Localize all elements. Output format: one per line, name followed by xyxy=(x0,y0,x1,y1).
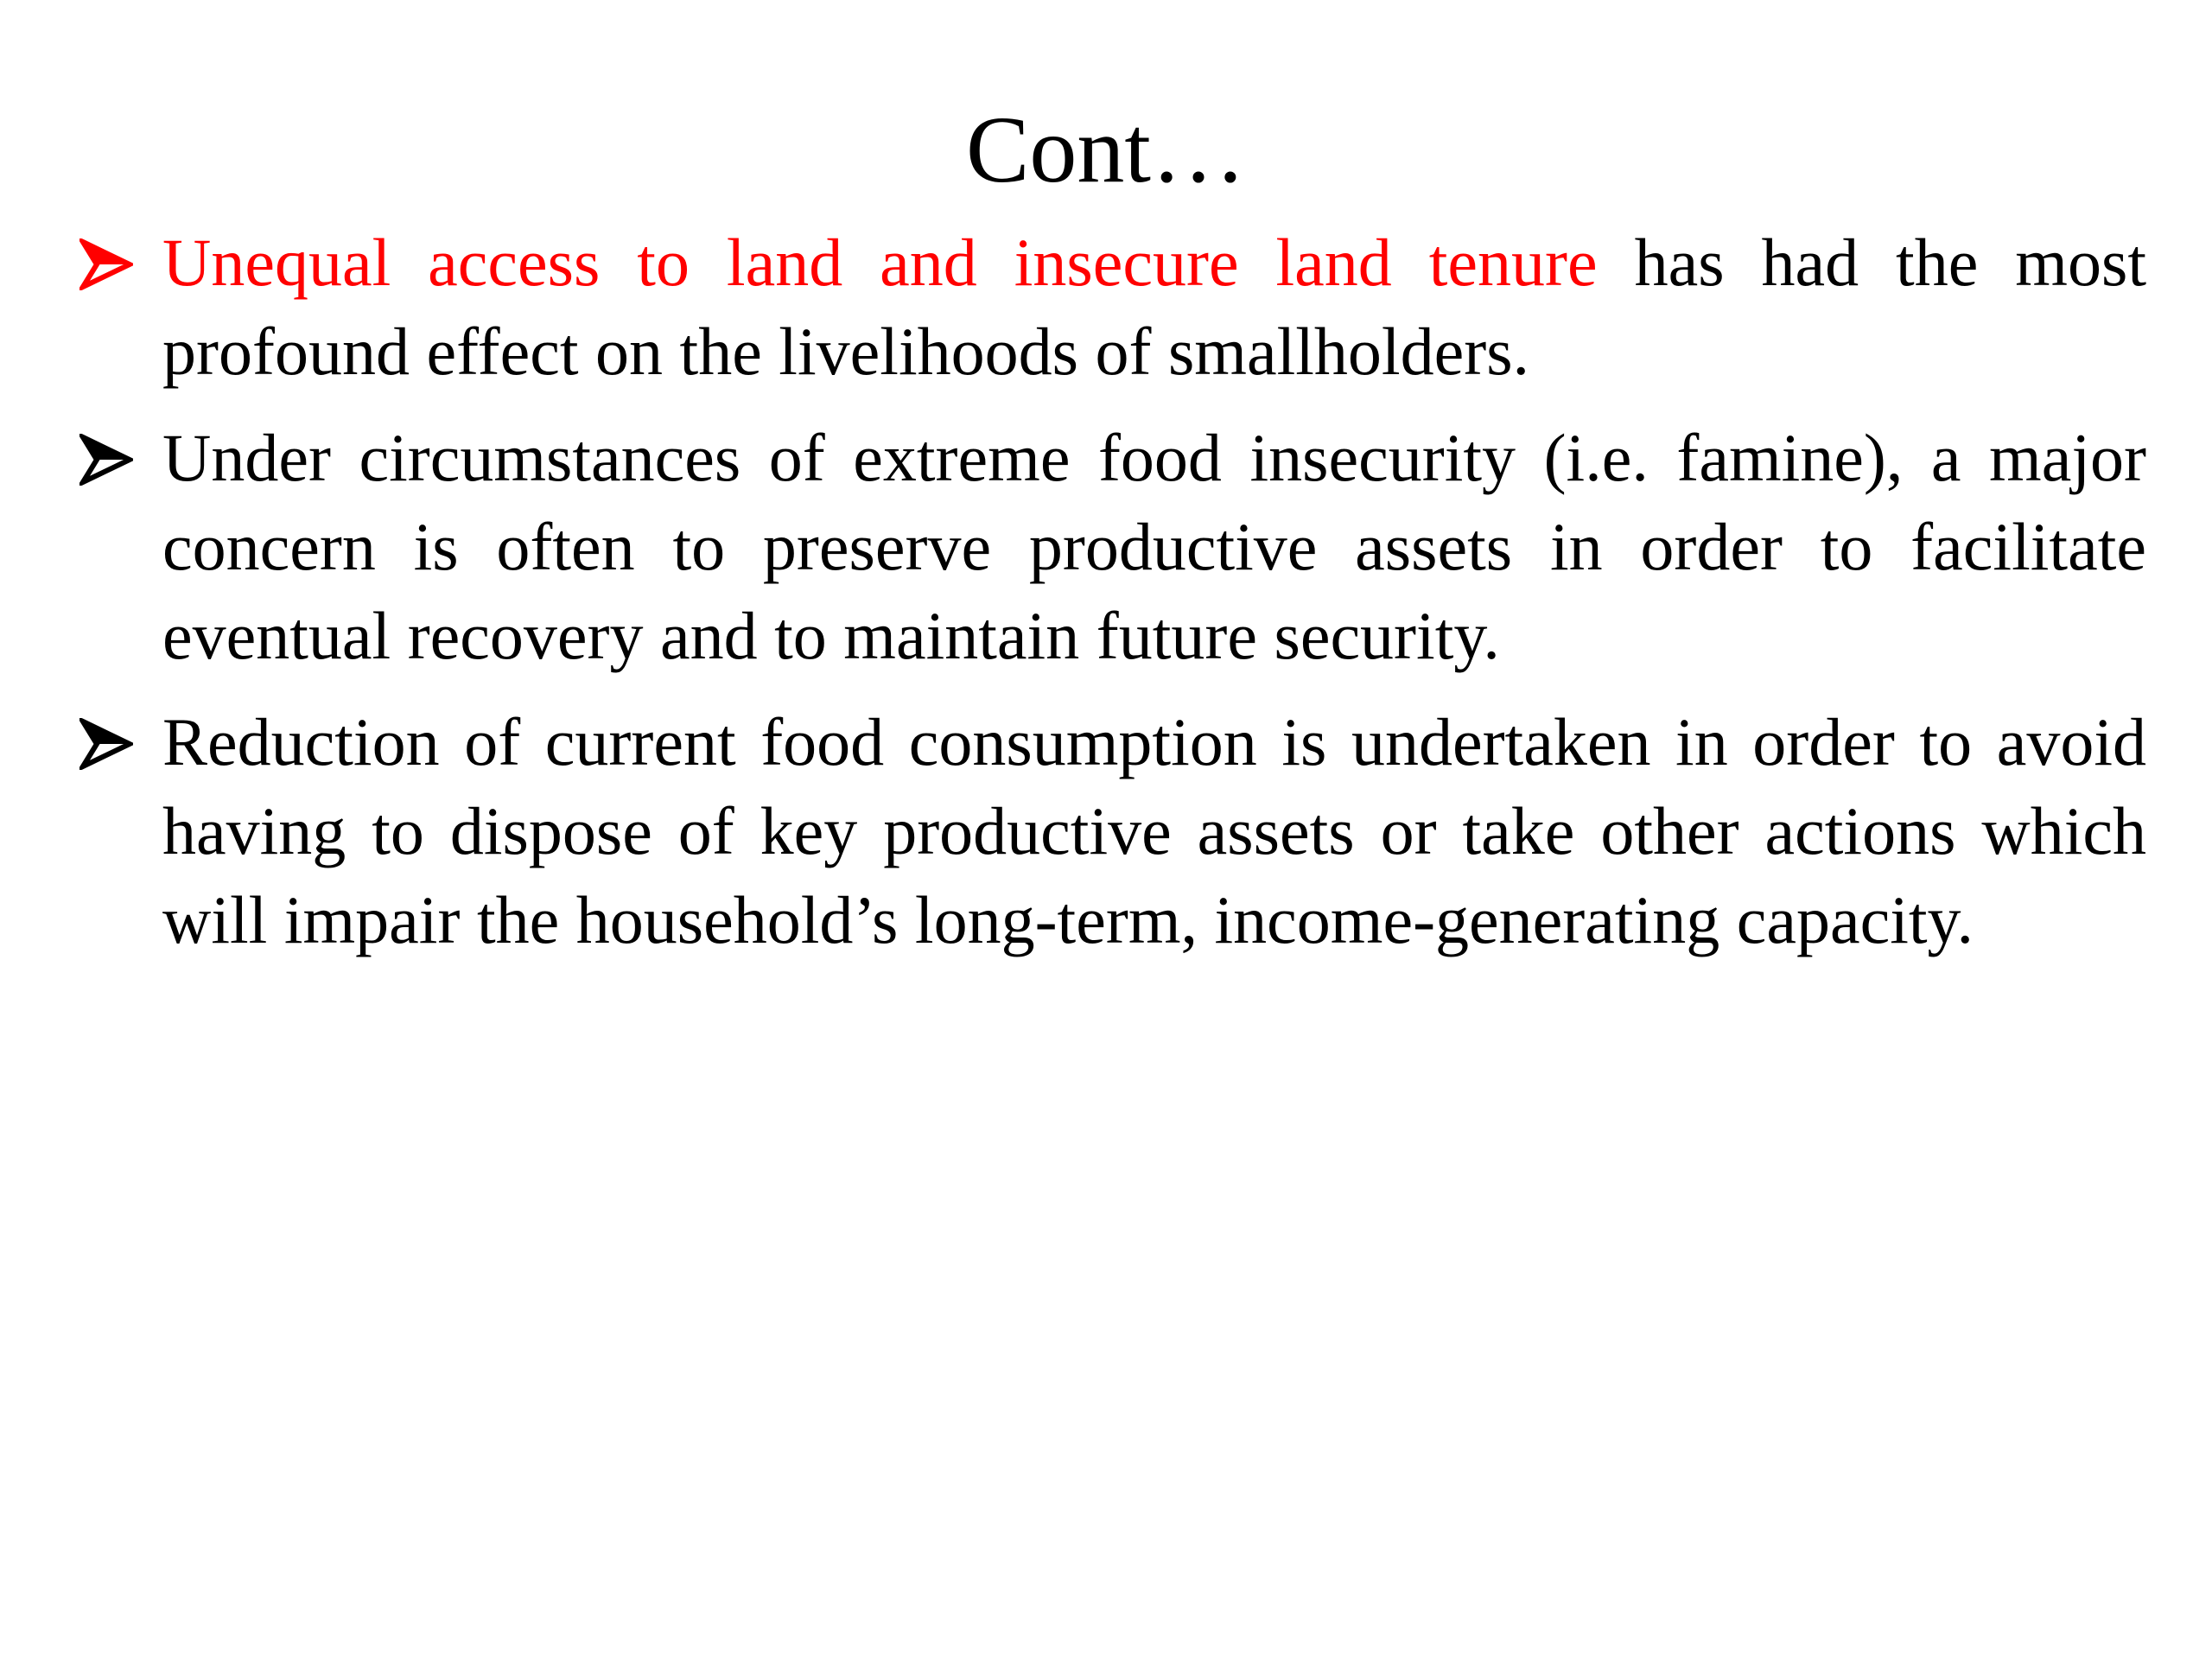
arrow-bullet-icon xyxy=(79,718,133,770)
arrow-bullet-icon xyxy=(79,434,133,486)
bullet-text: Under circumstances of extreme food insecurity (i.e. famine), a major concern is often to preserve productive assets in order to facilitate eventual recovery and to maintain future security. xyxy=(162,420,2146,673)
bullet-list xyxy=(79,218,2146,982)
bullet-text: has had the most profound effect on the livelihoods of smallholders. xyxy=(162,225,2146,389)
bullet-text: Reduction of current food consumption is undertaken in order to avoid having to dispose of key productive assets or take other actions which will impair the household’s long-term, income-generating capacity. xyxy=(162,704,2146,957)
bullet-highlight: Unequal access to land and insecure land tenure xyxy=(162,225,1598,300)
bullet-item-3 xyxy=(79,697,2146,964)
bullet-item-1 xyxy=(79,218,2146,396)
arrow-bullet-icon xyxy=(79,238,133,290)
slide-title: Cont… xyxy=(966,97,1246,202)
bullet-item-2 xyxy=(79,413,2146,680)
